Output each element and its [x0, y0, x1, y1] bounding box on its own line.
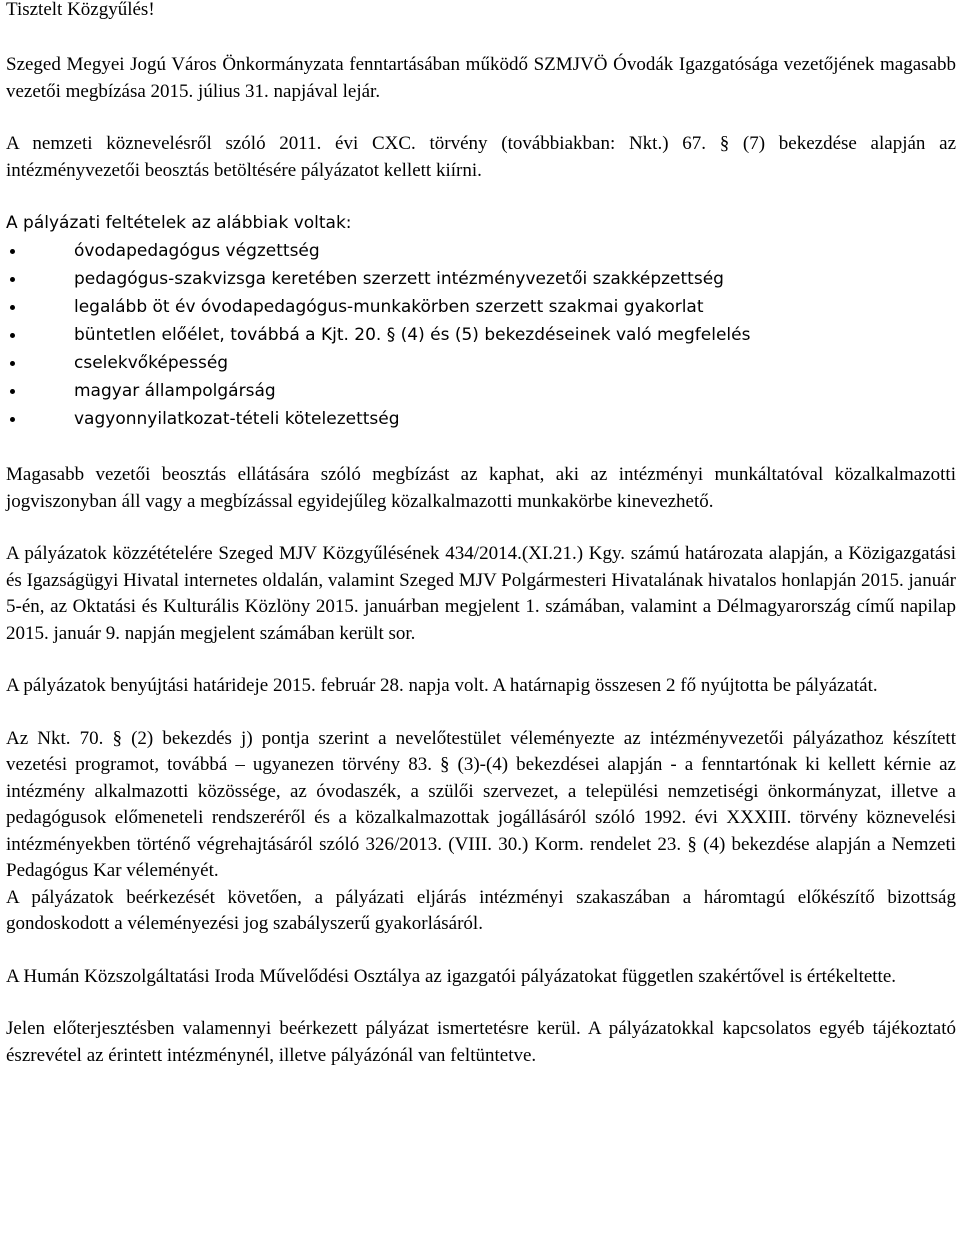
- paragraph-deadline: A pályázatok benyújtási határideje 2015. február 28. napja volt. A határnapig összesen 2 fő nyújtotta be pályázatát.: [6, 675, 878, 696]
- bullet-icon: [10, 249, 15, 254]
- condition-text: magyar állampolgárság: [74, 381, 276, 401]
- list-item: [6, 293, 956, 321]
- list-item: [6, 349, 956, 377]
- condition-text: pedagógus-szakvizsga keretében szerzett intézményvezetői szakképzettség: [74, 269, 724, 289]
- bullet-icon: [10, 361, 15, 366]
- condition-text: legalább öt év óvodapedagógus-munkakörben szerzett szakmai gyakorlat: [74, 297, 704, 317]
- list-item: [6, 405, 956, 433]
- paragraph-closing: Jelen előterjesztésben valamennyi beérkezett pályázat ismertetésre kerül. A pályázatokkal kapcsolatos egyéb tájékoztató észrevétel az érintett intézménynél, illetve pályázónál van feltüntetve.: [6, 1018, 956, 1066]
- paragraph-publication: A pályázatok közzétételére Szeged MJV Közgyűlésének 434/2014.(XI.21.) Kgy. számú határozata alapján, a Közigazgatási és Igazságügyi Hivatal internetes oldalán, valamint Szeged MJV Polgármesteri Hivatalának hivatalos honlapján 2015. január 5-én, az Oktatási és Kulturális Közlöny 2015. januárban megjelent 1. számában, valamint a Délmagyarország című napilap 2015. január 9. napján megjelent számában került sor.: [6, 543, 956, 644]
- paragraph-expert-review: A Humán Közszolgáltatási Iroda Művelődési Osztálya az igazgatói pályázatokat független szakértővel is értékeltette.: [6, 965, 897, 987]
- paragraph-eligibility: Magasabb vezetői beosztás ellátására szóló megbízást az kaphat, aki az intézményi munkáltatóval közalkalmazotti jogviszonyban áll vagy a megbízással egyidejűleg közalkalmazotti munkakörbe kinevezhető.: [6, 464, 956, 512]
- bullet-icon: [10, 305, 15, 310]
- bullet-icon: [10, 333, 15, 338]
- condition-text: cselekvőképesség: [74, 353, 229, 373]
- document-page: [6, 0, 956, 1069]
- paragraph-committee: A pályázatok beérkezését követően, a pályázati eljárás intézményi szakaszában a háromtagú előkészítő bizottság gondoskodott a véleményezési jog szabályszerű gyakorlásáról.: [6, 886, 956, 934]
- bullet-icon: [10, 277, 15, 282]
- list-item: [6, 377, 956, 405]
- bullet-icon: [10, 389, 15, 394]
- greeting: Tisztelt Közgyűlés!: [6, 0, 155, 20]
- conditions-list: [6, 237, 956, 433]
- list-item: [6, 237, 956, 265]
- list-item: [6, 265, 956, 293]
- condition-text: vagyonnyilatkozat-tételi kötelezettség: [74, 409, 400, 429]
- paragraph-mandate-expiry: Szeged Megyei Jogú Város Önkormányzata fenntartásában működő SZMJVÖ Óvodák Igazgatósága vezetőjének magasabb vezetői megbízása 2015. július 31. napjával lejár.: [6, 54, 956, 102]
- condition-text: óvodapedagógus végzettség: [74, 241, 320, 261]
- list-item: [6, 321, 956, 349]
- paragraph-legal-basis: A nemzeti köznevelésről szóló 2011. évi CXC. törvény (továbbiakban: Nkt.) 67. § (7) bekezdése alapján az intézményvezetői beosztás betöltésére pályázatot kellett kiírni.: [6, 133, 956, 181]
- conditions-heading: A pályázati feltételek az alábbiak voltak:: [6, 213, 352, 233]
- paragraph-opinions: Az Nkt. 70. § (2) bekezdés j) pontja szerint a nevelőtestület véleményezte az intézményvezetői pályázathoz készített vezetési programot, továbbá – ugyanezen törvény 83. § (3)-(4) bekezdései alapján - a fenntartónak ki kellett kérnie az intézmény alkalmazotti közössége, az óvodaszék, a szülői szervezet, a települési nemzetiségi önkormányzat, illetve a pedagógusok előmeneteli rendszeréről és a közalkalmazottak jogállásáról szóló 1992. évi XXXIII. törvény köznevelési intézményekben történő végrehajtásáról szóló 326/2013. (VIII. 30.) Korm. rendelet 23. § (4) bekezdése alapján a Nemzeti Pedagógus Kar véleményét.: [6, 727, 956, 881]
- condition-text: büntetlen előélet, továbbá a Kjt. 20. § (4) és (5) bekezdéseinek való megfelelés: [74, 325, 751, 345]
- bullet-icon: [10, 417, 15, 422]
